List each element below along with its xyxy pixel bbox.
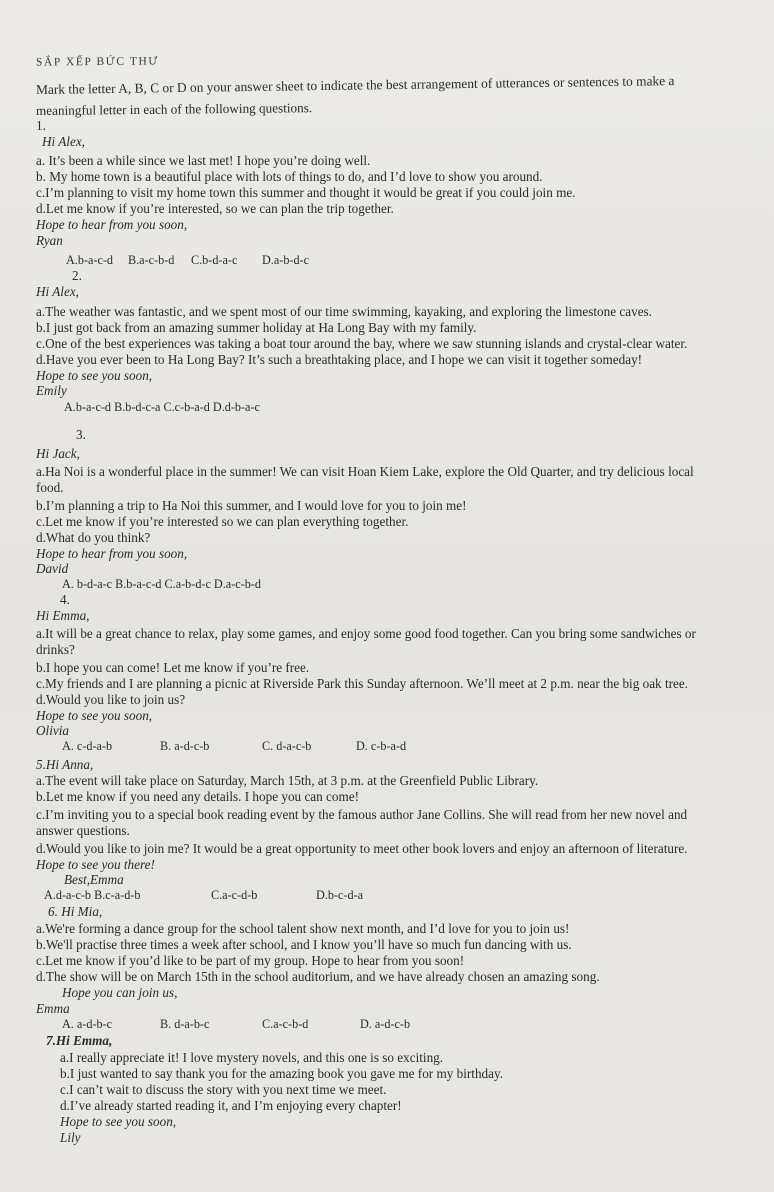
q7-heading: 7.Hi Emma, bbox=[46, 1033, 113, 1048]
q1-option-a[interactable]: A.b-a-c-d bbox=[66, 253, 114, 267]
q1-sentence-b: b. My home town is a beautiful place with lots of things to do, and I’d love to show you around. bbox=[36, 169, 543, 184]
q1-number: 1. bbox=[36, 118, 46, 133]
q5-sentence-a: a.The event will take place on Saturday, March 15th, at 3 p.m. at the Greenfield Public Library. bbox=[36, 773, 539, 788]
q2-sentence-c: c.One of the best experiences was taking a boat tour around the bay, where we saw stunning islands and crystal-clear water. bbox=[36, 336, 688, 351]
q5-option-d[interactable]: D.b-c-d-a bbox=[316, 888, 364, 902]
q1-sentence-c: c.I’m planning to visit my home town this summer and thought it would be great if you could join me. bbox=[36, 185, 576, 200]
q3-sentence-b: b.I’m planning a trip to Ha Noi this summer, and I would love for you to join me! bbox=[36, 498, 467, 513]
q2-signature: Emily bbox=[36, 383, 67, 398]
q3-signature: David bbox=[36, 561, 69, 576]
q6-option-c[interactable]: C.a-c-b-d bbox=[262, 1017, 309, 1031]
q2-options[interactable]: A.b-a-c-d B.b-d-c-a C.c-b-a-d D.d-b-a-c bbox=[64, 400, 260, 414]
q6-signature: Emma bbox=[36, 1001, 70, 1016]
q2-sentence-b: b.I just got back from an amazing summer holiday at Ha Long Bay with my family. bbox=[36, 320, 477, 335]
q4-closing: Hope to see you soon, bbox=[36, 708, 153, 723]
q3-number: 3. bbox=[76, 427, 86, 442]
q6-option-b[interactable]: B. d-a-b-c bbox=[160, 1017, 210, 1031]
q3-options[interactable]: A. b-d-a-c B.b-a-c-d C.a-b-d-c D.a-c-b-d bbox=[62, 577, 261, 591]
q3-sentence-d: d.What do you think? bbox=[36, 530, 151, 545]
q6-sentence-d: d.The show will be on March 15th in the school auditorium, and we have already chosen an amazing song. bbox=[36, 969, 600, 984]
q5-heading: 5.Hi Anna, bbox=[36, 757, 94, 772]
q4-option-a[interactable]: A. c-d-a-b bbox=[62, 739, 113, 753]
instruction-line-1: Mark the letter A, B, C or D on your answer sheet to indicate the best arrangement of utterances or sentences to make a bbox=[35, 73, 675, 97]
q1-option-b[interactable]: B.a-c-b-d bbox=[128, 253, 175, 267]
q4-number: 4. bbox=[60, 592, 70, 607]
q4-signature: Olivia bbox=[36, 723, 69, 738]
q7-sentence-a: a.I really appreciate it! I love mystery novels, and this one is so exciting. bbox=[60, 1050, 444, 1065]
q7-signature: Lily bbox=[60, 1130, 81, 1145]
q6-sentence-b: b.We'll practise three times a week after school, and I know you’ll have so much fun dancing with us. bbox=[36, 937, 572, 952]
q6-option-d[interactable]: D. a-d-c-b bbox=[360, 1017, 411, 1031]
q5-sentence-b: b.Let me know if you need any details. I hope you can come! bbox=[36, 789, 359, 804]
q6-sentence-c: c.Let me know if you’d like to be part of my group. Hope to hear from you soon! bbox=[36, 953, 465, 968]
q2-greeting: Hi Alex, bbox=[36, 284, 79, 299]
q3-sentence-a-line2: food. bbox=[36, 480, 64, 495]
q3-closing: Hope to hear from you soon, bbox=[36, 546, 188, 561]
q7-sentence-d: d.I’ve already started reading it, and I’m enjoying every chapter! bbox=[60, 1098, 402, 1113]
q6-closing: Hope you can join us, bbox=[62, 985, 178, 1000]
q2-closing: Hope to see you soon, bbox=[36, 368, 153, 383]
instruction-line-2: meaningful letter in each of the following questions. bbox=[35, 100, 313, 118]
q5-sentence-c-line2: answer questions. bbox=[36, 823, 130, 838]
q5-closing: Hope to see you there! bbox=[36, 857, 155, 872]
q1-closing: Hope to hear from you soon, bbox=[36, 217, 188, 232]
q7-sentence-c: c.I can’t wait to discuss the story with you next time we meet. bbox=[60, 1082, 387, 1097]
q1-sentence-d: d.Let me know if you’re interested, so we can plan the trip together. bbox=[36, 201, 394, 216]
q5-signature: Best,Emma bbox=[64, 872, 124, 887]
q3-sentence-c: c.Let me know if you’re interested so we can plan everything together. bbox=[36, 514, 409, 529]
q1-option-c[interactable]: C.b-d-a-c bbox=[191, 253, 238, 267]
q4-sentence-c: c.My friends and I are planning a picnic at Riverside Park this Sunday afternoon. We’ll meet at 2 p.m. near the big oak tree. bbox=[36, 676, 689, 691]
q4-sentence-a-line2: drinks? bbox=[36, 642, 75, 657]
q7-closing: Hope to see you soon, bbox=[60, 1114, 177, 1129]
q1-option-d[interactable]: D.a-b-d-c bbox=[262, 253, 310, 267]
q4-option-d[interactable]: D. c-b-a-d bbox=[356, 739, 407, 753]
q6-heading: 6. Hi Mia, bbox=[48, 904, 103, 919]
q7-sentence-b: b.I just wanted to say thank you for the amazing book you gave me for my birthday. bbox=[60, 1066, 504, 1081]
q2-sentence-a: a.The weather was fantastic, and we spent most of our time swimming, kayaking, and exploring the limestone caves. bbox=[36, 304, 652, 319]
q2-sentence-d: d.Have you ever been to Ha Long Bay? It’s such a breathtaking place, and I hope we can visit it together someday! bbox=[36, 352, 643, 367]
q5-sentence-d: d.Would you like to join me? It would be a great opportunity to meet other book lovers and enjoy an afternoon of literature. bbox=[36, 841, 688, 856]
q5-option-ab[interactable]: A.d-a-c-b B.c-a-d-b bbox=[44, 888, 141, 902]
q2-number: 2. bbox=[72, 268, 82, 283]
q3-greeting: Hi Jack, bbox=[36, 446, 80, 461]
q4-option-b[interactable]: B. a-d-c-b bbox=[160, 739, 210, 753]
q4-sentence-b: b.I hope you can come! Let me know if you’re free. bbox=[36, 660, 310, 675]
q1-sentence-a: a. It’s been a while since we last met! I hope you’re doing well. bbox=[36, 153, 371, 168]
q4-option-c[interactable]: C. d-a-c-b bbox=[262, 739, 312, 753]
page-title: SẮP XẾP BỨC THƯ bbox=[35, 55, 159, 69]
q1-greeting: Hi Alex, bbox=[42, 134, 85, 149]
q6-sentence-a: a.We're forming a dance group for the school talent show next month, and I’d love for you to join us! bbox=[36, 921, 570, 936]
q4-sentence-a-line1: a.It will be a great chance to relax, play some games, and enjoy some good food together. Can you bring some sandwiches or bbox=[36, 626, 696, 641]
q4-sentence-d: d.Would you like to join us? bbox=[36, 692, 186, 707]
q1-signature: Ryan bbox=[36, 233, 63, 248]
q3-sentence-a-line1: a.Ha Noi is a wonderful place in the summer! We can visit Hoan Kiem Lake, explore the Old Quarter, and try delicious local bbox=[36, 464, 694, 479]
q6-option-a[interactable]: A. a-d-b-c bbox=[62, 1017, 113, 1031]
q5-option-c[interactable]: C.a-c-d-b bbox=[211, 888, 258, 902]
q4-greeting: Hi Emma, bbox=[36, 608, 90, 623]
q5-sentence-c-line1: c.I’m inviting you to a special book reading event by the famous author Jane Collins. She will read from her new novel and bbox=[36, 807, 688, 822]
